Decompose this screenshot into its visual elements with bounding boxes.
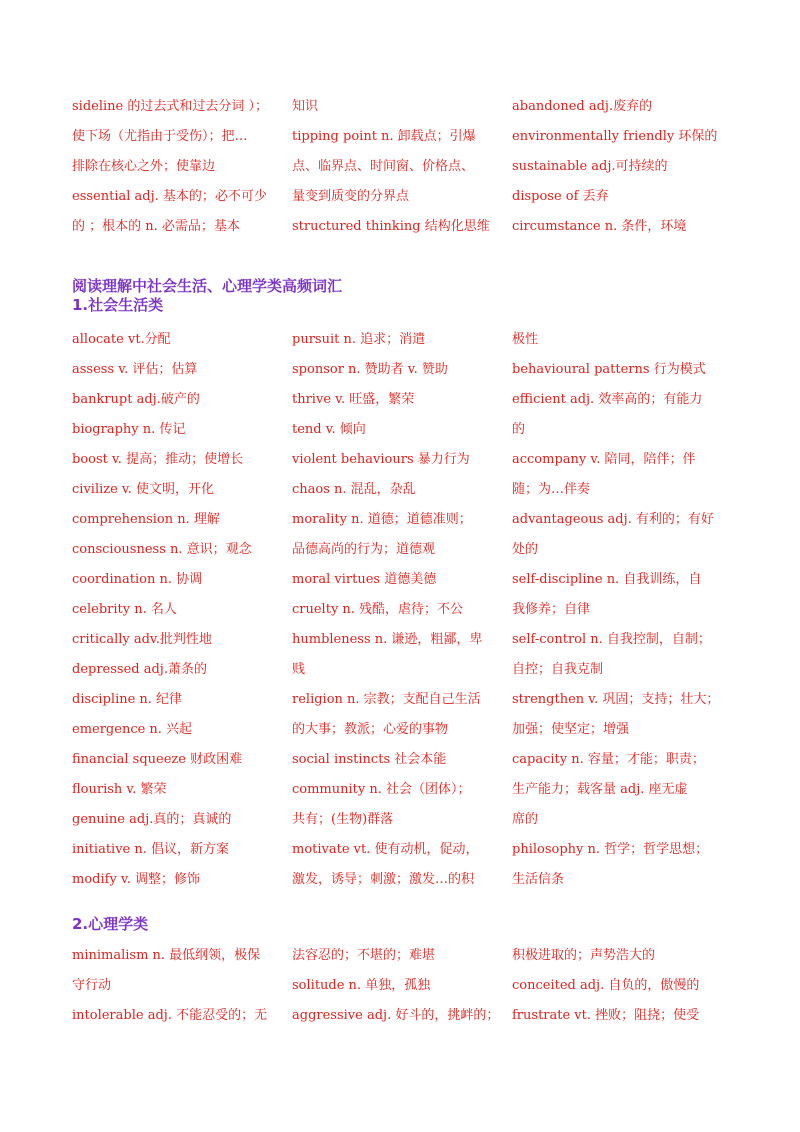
vocab-line: assess v. 评估；估算 [72,362,198,377]
vocab-line: essential adj. 基本的；必不可少 [72,189,267,204]
three-column-list [72,325,732,895]
vocab-line: moral virtues 道德美德 [292,572,437,587]
vocab-line: minimalism n. 最低纲领，极保 [72,948,261,963]
vocab-line: social instincts 社会本能 [292,752,447,767]
vocab-line: 随；为…伴奏 [512,482,591,497]
vocab-line: philosophy n. 哲学；哲学思想； [512,842,709,857]
vocab-line: 守行动 [72,978,112,993]
column-3 [512,92,732,242]
vocab-line: coordination n. 协调 [72,572,203,587]
vocab-line: pursuit n. 追求；消遣 [292,332,426,347]
column-2 [292,325,512,895]
vocab-line: self-control n. 自我控制，自制； [512,632,711,647]
vocab-line: morality n. 道德；道德准则； [292,512,472,527]
vocab-line: aggressive adj. 好斗的，挑衅的； [292,1008,500,1023]
vocab-line: emergence n. 兴起 [72,722,193,737]
vocab-line: intolerable adj. 不能忍受的；无 [72,1008,268,1023]
three-column-list [72,92,732,242]
vocab-line: 极性 [512,332,539,347]
vocab-line: tipping point n. 卸载点；引爆 [292,129,476,144]
vocab-line: 席的 [512,812,539,827]
psychology-heading: 2.心理学类 [72,915,149,933]
vocab-line: financial squeeze 财政困难 [72,752,243,767]
vocab-line: 积极进取的；声势浩大的 [512,948,656,963]
vocab-line: motivate vt. 使有动机，促动， [292,842,479,857]
vocab-line: advantageous adj. 有利的；有好 [512,512,714,527]
vocab-line: circumstance n. 条件，环境 [512,219,687,234]
column-1 [72,941,292,1031]
vocab-line: 知识 [292,99,319,114]
vocab-line: dispose of 丢弃 [512,189,609,204]
vocab-line: tend v. 倾向 [292,422,366,437]
vocab-line: biography n. 传记 [72,422,186,437]
vocab-line: 生产能力；载客量 adj. 座无虚 [512,782,688,797]
vocab-line: cruelty n. 残酷，虐待；不公 [292,602,464,617]
vocab-line: flourish v. 繁荣 [72,782,167,797]
column-3 [512,325,732,895]
vocab-line: civilize v. 使文明，开化 [72,482,214,497]
three-column-list [72,941,732,1031]
vocab-line: environmentally friendly 环保的 [512,129,718,144]
vocab-line: 生活信条 [512,872,565,887]
vocab-line: self-discipline n. 自我训练，自 [512,572,702,587]
psychology-heading-block [72,915,732,934]
vocab-line: solitude n. 单独，孤独 [292,978,431,993]
vocab-line: capacity n. 容量；才能；职责； [512,752,705,767]
vocab-line: violent behaviours 暴力行为 [292,452,470,467]
vocab-line: frustrate vt. 挫败；阻挠；使受 [512,1008,700,1023]
vocab-line: sustainable adj.可持续的 [512,159,668,174]
vocab-line: depressed adj.萧条的 [72,662,207,677]
vocab-line: comprehension n. 理解 [72,512,220,527]
vocab-line: celebrity n. 名人 [72,602,177,617]
vocab-line: abandoned adj.废弃的 [512,99,653,114]
vocab-line: discipline n. 纪律 [72,692,183,707]
vocab-line: chaos n. 混乱，杂乱 [292,482,416,497]
vocab-line: humbleness n. 谦逊，粗鄙，卑 [292,632,483,647]
vocab-line: allocate vt.分配 [72,332,171,347]
vocab-line: thrive v. 旺盛，繁荣 [292,392,415,407]
vocab-line: strengthen v. 巩固；支持；壮大； [512,692,720,707]
vocab-line: 品德高尚的行为；道德观 [292,542,436,557]
vocab-line: sponsor n. 赞助者 v. 赞助 [292,362,448,377]
vocab-line: bankrupt adj.破产的 [72,392,200,407]
social-life-heading: 1.社会生活类 [72,296,164,314]
vocab-line: conceited adj. 自负的，傲慢的 [512,978,700,993]
social-life-section [72,325,732,895]
vocab-line: 的大事；教派；心爱的事物 [292,722,449,737]
vocab-line: religion n. 宗教；支配自己生活 [292,692,481,707]
section-title: 阅读理解中社会生活、心理学类高频词汇 [72,277,343,295]
vocab-line: 加强；使坚定；增强 [512,722,630,737]
vocab-line: 处的 [512,542,539,557]
vocab-line: initiative n. 倡议，新方案 [72,842,230,857]
vocab-line: critically adv.批判性地 [72,632,212,647]
vocab-line: 自控；自我克制 [512,662,604,677]
vocab-line: accompany v. 陪同，陪伴；伴 [512,452,696,467]
vocab-line: structured thinking 结构化思维 [292,219,490,234]
vocab-line: 排除在核心之外；使靠边 [72,159,216,174]
vocab-line: efficient adj. 效率高的；有能力 [512,392,703,407]
vocab-line: community n. 社会（团体）； [292,782,471,797]
psychology-section [72,941,732,1031]
vocab-line: 法容忍的；不堪的；难堪 [292,948,436,963]
vocab-line: boost v. 提高；推动；使增长 [72,452,244,467]
column-1 [72,325,292,895]
vocab-line: genuine adj.真的；真诚的 [72,812,232,827]
vocab-line: 激发，诱导；刺激；激发…的积 [292,872,475,887]
vocab-line: 我修养；自律 [512,602,591,617]
top-vocabulary-section [72,92,732,242]
vocab-line: behavioural patterns 行为模式 [512,362,706,377]
column-2 [292,941,512,1031]
vocab-line: 量变到质变的分界点 [292,189,410,204]
vocab-line: 的 ；根本的 n. 必需品；基本 [72,219,240,234]
vocab-line: 点、临界点、时间窗、价格点、 [292,159,475,174]
section-title-block [72,277,732,315]
vocab-line: modify v. 调整；修饰 [72,872,200,887]
vocab-line: 使下场（尤指由于受伤）；把… [72,129,248,144]
vocab-line: 的 [512,422,526,437]
vocab-line: 共有；(生物)群落 [292,812,394,827]
column-3 [512,941,732,1031]
column-1 [72,92,292,242]
vocab-line: 贱 [292,662,306,677]
column-2 [292,92,512,242]
vocab-line: consciousness n. 意识；观念 [72,542,252,557]
vocab-line: sideline 的过去式和过去分词 ）； [72,99,268,114]
